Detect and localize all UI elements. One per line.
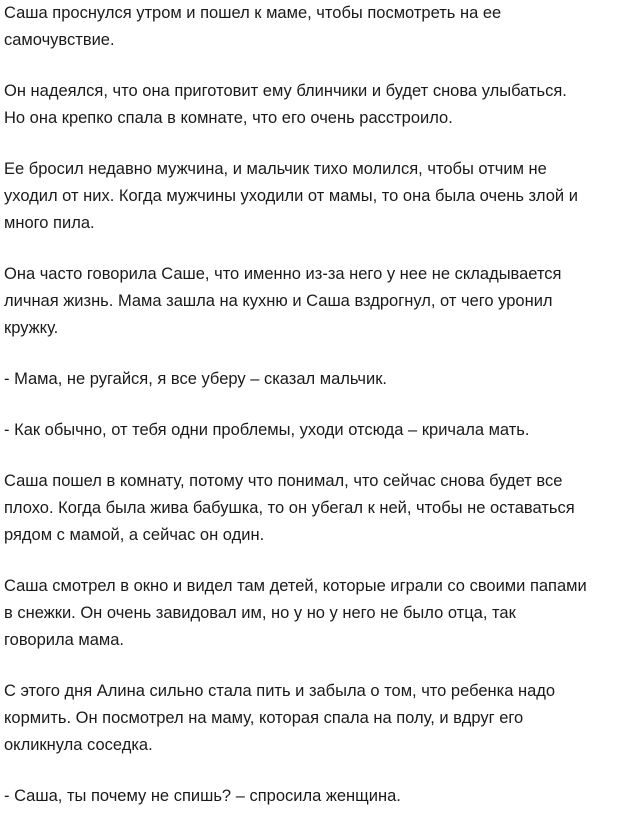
paragraph: [4, 78, 614, 132]
paragraph: [4, 417, 614, 444]
text-line: Ее бросил недавно мужчина, и мальчик тихо молился, чтобы отчим не: [4, 160, 547, 178]
text-line: - Мама, не ругайся, я все уберу – сказал мальчик.: [4, 370, 387, 388]
text-line: Она часто говорила Саше, что именно из-за него у нее не складывается: [4, 265, 562, 283]
text-line: - Саша, ты почему не спишь? – спросила женщина.: [4, 787, 401, 805]
text-line: рядом с мамой, а сейчас он один.: [4, 526, 265, 544]
text-line: С этого дня Алина сильно стала пить и забыла о том, что ребенка надо: [4, 682, 556, 700]
paragraph: [4, 0, 614, 54]
paragraph: [4, 468, 614, 549]
text-line: самочувствие.: [4, 31, 115, 49]
paragraph: [4, 366, 614, 393]
text-line: много пила.: [4, 214, 95, 232]
article-body: [4, 0, 614, 834]
text-line: окликнула соседка.: [4, 736, 153, 754]
text-line: личная жизнь. Мама зашла на кухню и Саша вздрогнул, от чего уронил: [4, 292, 553, 310]
text-line: кормить. Он посмотрел на маму, которая спала на полу, и вдруг его: [4, 709, 524, 727]
paragraph: [4, 678, 614, 759]
text-line: плохо. Когда была жива бабушка, то он убегал к ней, чтобы не оставаться: [4, 499, 575, 517]
text-line: Саша проснулся утром и пошел к маме, чтобы посмотреть на ее: [4, 4, 502, 22]
text-line: уходил от них. Когда мужчины уходили от мамы, то она была очень злой и: [4, 187, 578, 205]
paragraph: [4, 573, 614, 654]
paragraph: [4, 261, 614, 342]
text-line: Но она крепко спала в комнате, что его очень расстроило.: [4, 109, 453, 127]
text-line: говорила мама.: [4, 631, 124, 649]
text-line: кружку.: [4, 319, 59, 337]
text-line: Саша смотрел в окно и видел там детей, которые играли со своими папами: [4, 577, 587, 595]
text-line: Саша пошел в комнату, потому что понимал, что сейчас снова будет все: [4, 472, 563, 490]
paragraph: [4, 783, 614, 810]
text-line: в снежки. Он очень завидовал им, но у но у него не было отца, так: [4, 604, 516, 622]
paragraph: [4, 156, 614, 237]
text-line: - Как обычно, от тебя одни проблемы, уходи отсюда – кричала мать.: [4, 421, 530, 439]
text-line: Он надеялся, что она приготовит ему блинчики и будет снова улыбаться.: [4, 82, 567, 100]
